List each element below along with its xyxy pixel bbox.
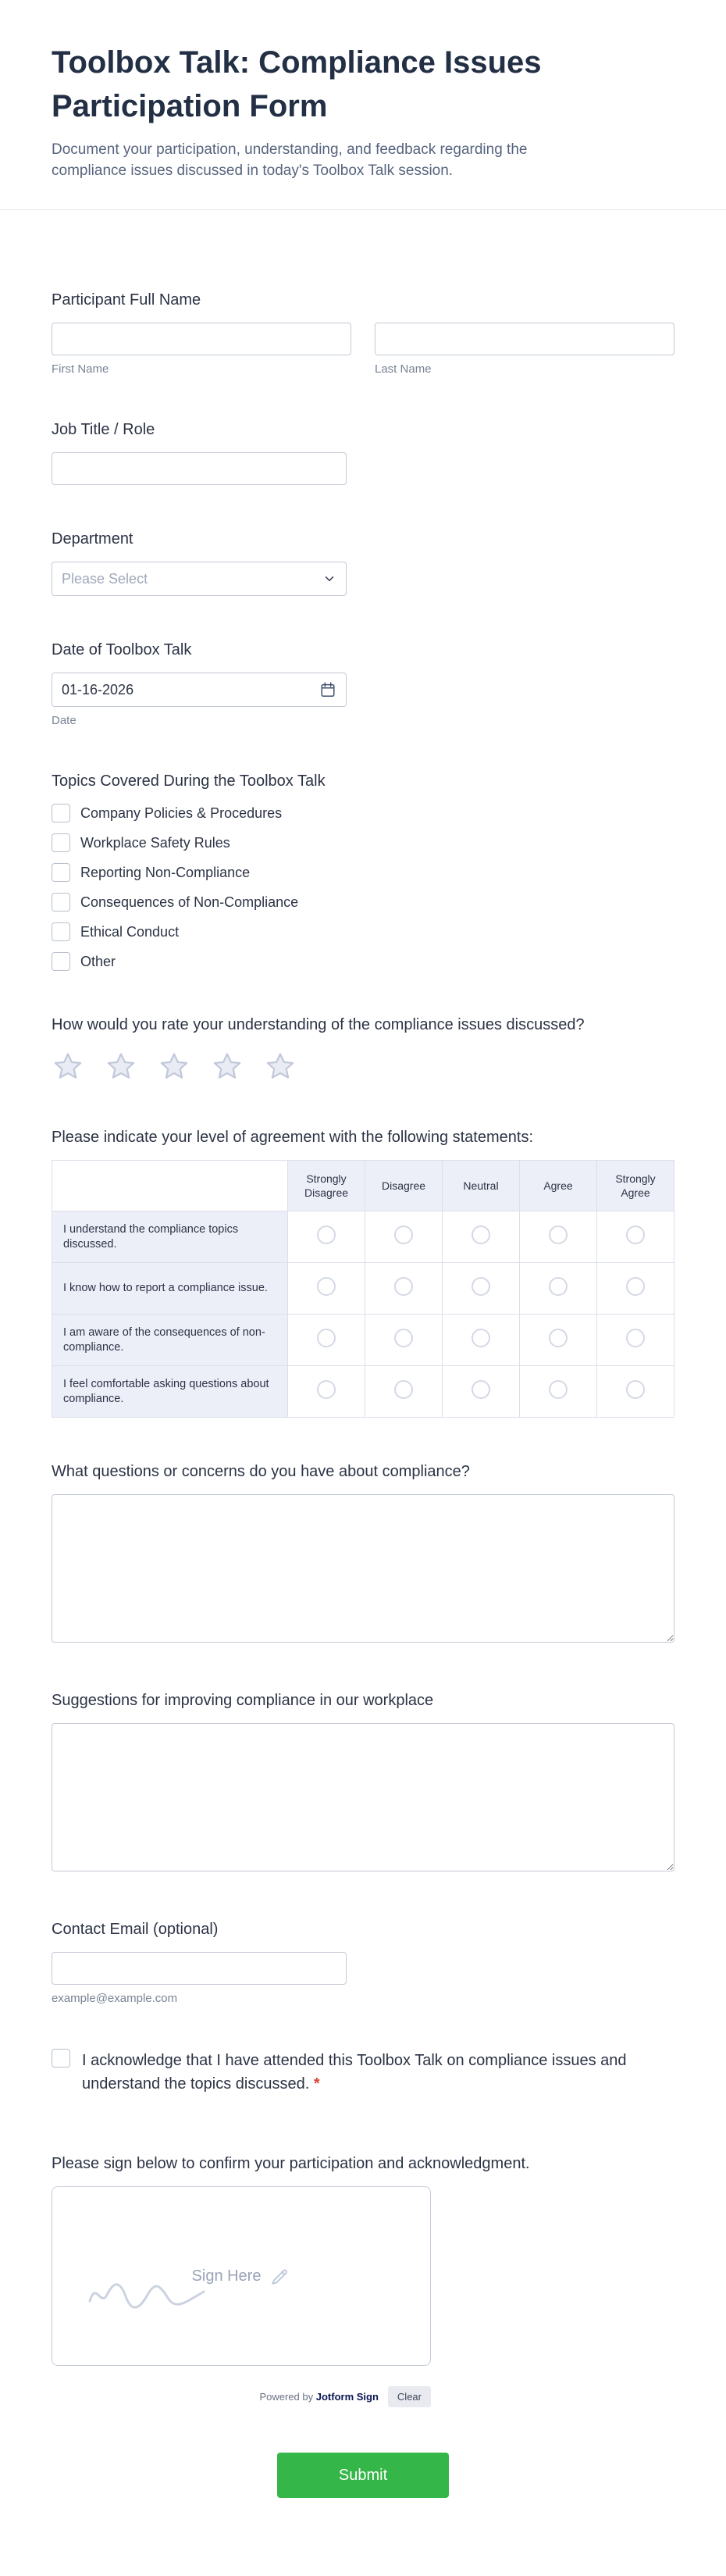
chevron-down-icon — [322, 572, 336, 586]
matrix-cell — [443, 1211, 520, 1263]
star-icon[interactable] — [211, 1051, 244, 1083]
suggestions-label: Suggestions for improving compliance in our workplace — [52, 1692, 434, 1709]
field-email — [52, 1919, 674, 2005]
matrix-row-label: I understand the compliance topics discussed. — [52, 1211, 288, 1263]
matrix-row-label: I know how to report a compliance issue. — [52, 1263, 288, 1315]
acknowledge-text — [82, 2049, 660, 2096]
form-subtitle: Document your participation, understanding, and feedback regarding the compliance issues discussed in today's Toolbox Talk session. — [52, 141, 528, 179]
topic-checkbox[interactable] — [52, 952, 70, 971]
email-sublabel: example@example.com — [52, 1992, 178, 2005]
form-title: Toolbox Talk: Compliance Issues Participation Form — [52, 45, 542, 123]
matrix-cell — [520, 1315, 597, 1366]
matrix-radio[interactable] — [626, 1277, 645, 1296]
sign-here-placeholder: Sign Here — [191, 2267, 262, 2285]
topic-checkbox[interactable] — [52, 833, 70, 852]
first-name-sublabel: First Name — [52, 362, 109, 376]
questions-textarea[interactable] — [52, 1494, 674, 1643]
field-job-title — [52, 419, 674, 485]
required-asterisk: * — [313, 2075, 320, 2093]
matrix-cell — [597, 1366, 674, 1418]
matrix-cell — [288, 1315, 365, 1366]
matrix-radio[interactable] — [472, 1277, 490, 1296]
suggestions-textarea[interactable] — [52, 1723, 674, 1871]
date-label: Date of Toolbox Talk — [52, 641, 192, 658]
powered-by-label: Powered by — [259, 2391, 314, 2403]
signature-squiggle-icon — [85, 2275, 210, 2316]
matrix-radio[interactable] — [317, 1329, 336, 1347]
agreement-matrix — [52, 1160, 674, 1418]
matrix-cell — [365, 1366, 443, 1418]
field-matrix — [52, 1127, 674, 1418]
matrix-radio[interactable] — [472, 1329, 490, 1347]
matrix-radio[interactable] — [472, 1226, 490, 1244]
job-title-label: Job Title / Role — [52, 421, 155, 438]
topic-option-label: Consequences of Non-Compliance — [80, 894, 299, 910]
star-icon[interactable] — [52, 1051, 84, 1083]
powered-by-text — [259, 2391, 378, 2403]
topic-checkbox[interactable] — [52, 804, 70, 822]
matrix-row-label: I am aware of the consequences of non-compliance. — [52, 1315, 288, 1366]
matrix-cell — [597, 1211, 674, 1263]
submit-section — [52, 2453, 674, 2576]
field-suggestions — [52, 1690, 674, 1875]
rating-label: How would you rate your understanding of the compliance issues discussed? — [52, 1016, 585, 1033]
last-name-sublabel: Last Name — [375, 362, 432, 376]
field-signature — [52, 2153, 674, 2407]
topic-option-label: Other — [80, 954, 116, 969]
matrix-row — [52, 1315, 674, 1366]
last-name-col — [375, 323, 674, 376]
matrix-cell — [443, 1263, 520, 1315]
field-topics — [52, 771, 674, 971]
date-sublabel: Date — [52, 714, 77, 727]
matrix-radio[interactable] — [317, 1277, 336, 1296]
matrix-radio[interactable] — [394, 1226, 413, 1244]
topic-checkbox[interactable] — [52, 922, 70, 941]
questions-label: What questions or concerns do you have about compliance? — [52, 1463, 470, 1480]
topic-option-label: Reporting Non-Compliance — [80, 865, 251, 880]
matrix-cell — [443, 1366, 520, 1418]
job-title-input[interactable] — [52, 452, 347, 485]
topics-label: Topics Covered During the Toolbox Talk — [52, 772, 326, 790]
department-select[interactable] — [52, 562, 347, 596]
matrix-radio[interactable] — [549, 1226, 568, 1244]
matrix-radio[interactable] — [394, 1380, 413, 1399]
field-date — [52, 640, 674, 727]
matrix-radio[interactable] — [394, 1277, 413, 1296]
matrix-row — [52, 1366, 674, 1418]
signature-pad[interactable] — [52, 2186, 431, 2366]
matrix-cell — [443, 1315, 520, 1366]
matrix-cell — [365, 1315, 443, 1366]
topic-option — [52, 893, 674, 912]
topic-option-label: Workplace Safety Rules — [80, 835, 230, 851]
matrix-cell — [597, 1263, 674, 1315]
matrix-column-header: Strongly Agree — [597, 1161, 674, 1211]
matrix-cell — [365, 1263, 443, 1315]
matrix-cell — [520, 1366, 597, 1418]
topic-checkbox[interactable] — [52, 893, 70, 912]
field-department — [52, 529, 674, 596]
matrix-cell — [288, 1263, 365, 1315]
star-icon[interactable] — [158, 1051, 190, 1083]
signature-footer — [52, 2386, 431, 2407]
matrix-cell — [597, 1315, 674, 1366]
matrix-radio[interactable] — [317, 1380, 336, 1399]
name-row — [52, 323, 674, 376]
star-icon[interactable] — [264, 1051, 297, 1083]
email-label: Contact Email (optional) — [52, 1921, 219, 1938]
matrix-label: Please indicate your level of agreement with the following statements: — [52, 1129, 534, 1146]
matrix-radio[interactable] — [626, 1380, 645, 1399]
topic-option — [52, 804, 674, 822]
matrix-radio[interactable] — [394, 1329, 413, 1347]
field-acknowledge — [52, 2049, 674, 2096]
matrix-row — [52, 1263, 674, 1315]
matrix-header-row — [52, 1161, 674, 1211]
calendar-icon[interactable] — [319, 681, 336, 698]
field-full-name — [52, 290, 674, 376]
matrix-cell — [520, 1263, 597, 1315]
acknowledge-checkbox[interactable] — [52, 2049, 70, 2068]
matrix-radio[interactable] — [549, 1380, 568, 1399]
matrix-radio[interactable] — [472, 1380, 490, 1399]
matrix-row-label: I feel comfortable asking questions about compliance. — [52, 1366, 288, 1418]
field-rating — [52, 1015, 674, 1083]
topic-option — [52, 833, 674, 852]
topic-option-label: Company Policies & Procedures — [80, 805, 283, 821]
email-input[interactable] — [52, 1952, 347, 1985]
form-header — [0, 0, 726, 210]
topic-option — [52, 952, 674, 971]
submit-button[interactable]: Submit — [277, 2453, 449, 2498]
signature-label: Please sign below to confirm your participation and acknowledgment. — [52, 2155, 530, 2172]
matrix-cell — [288, 1366, 365, 1418]
department-label: Department — [52, 530, 133, 548]
last-name-input[interactable] — [375, 323, 674, 355]
matrix-row — [52, 1211, 674, 1263]
jotform-sign-brand[interactable]: Jotform Sign — [315, 2391, 379, 2403]
full-name-label: Participant Full Name — [52, 291, 201, 309]
matrix-cell — [365, 1211, 443, 1263]
matrix-column-header: Neutral — [443, 1161, 520, 1211]
acknowledge-label: I acknowledge that I have attended this Toolbox Talk on compliance issues and understand the topics discussed. — [82, 2052, 627, 2093]
matrix-radio[interactable] — [317, 1226, 336, 1244]
pen-icon — [270, 2266, 290, 2286]
matrix-radio[interactable] — [549, 1329, 568, 1347]
matrix-cell — [520, 1211, 597, 1263]
matrix-radio[interactable] — [626, 1329, 645, 1347]
matrix-corner-cell — [52, 1161, 288, 1211]
matrix-column-header: Disagree — [365, 1161, 443, 1211]
first-name-input[interactable] — [52, 323, 351, 355]
star-rating — [52, 1051, 674, 1083]
date-input[interactable] — [52, 673, 347, 707]
matrix-column-header: Agree — [520, 1161, 597, 1211]
matrix-radio[interactable] — [549, 1277, 568, 1296]
topic-option — [52, 922, 674, 941]
topic-option — [52, 863, 674, 882]
form-body — [0, 210, 726, 2576]
first-name-col — [52, 323, 351, 376]
field-questions — [52, 1461, 674, 1647]
star-icon[interactable] — [105, 1051, 137, 1083]
matrix-radio[interactable] — [626, 1226, 645, 1244]
date-value: 01-16-2026 — [62, 681, 134, 698]
topic-option-label: Ethical Conduct — [80, 924, 180, 940]
matrix-cell — [288, 1211, 365, 1263]
clear-signature-button[interactable]: Clear — [388, 2386, 431, 2407]
department-placeholder: Please Select — [62, 570, 148, 587]
topic-checkbox[interactable] — [52, 863, 70, 882]
matrix-column-header: Strongly Disagree — [288, 1161, 365, 1211]
